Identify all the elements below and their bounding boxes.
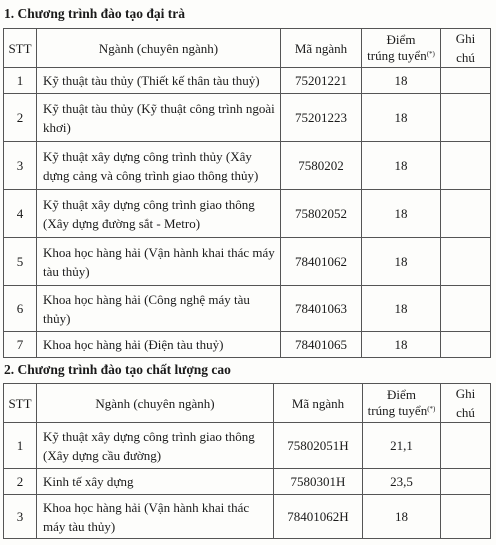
header-score (362, 29, 441, 68)
header-code: Mã ngành (281, 29, 362, 68)
cell-code: 78401065 (281, 332, 362, 358)
cell-note (441, 142, 491, 190)
cell-score: 18 (362, 94, 441, 142)
header-score-line1: Điểm (387, 387, 416, 402)
table-row (4, 469, 491, 495)
cell-code: 75802051H (274, 423, 363, 469)
header-score-line1: Điểm (386, 32, 416, 47)
cell-stt: 2 (4, 469, 37, 495)
cell-note (441, 495, 491, 539)
table-row (4, 423, 491, 469)
cell-code: 78401062 (281, 238, 362, 286)
cell-score: 18 (362, 286, 441, 332)
cell-major: Kỹ thuật tàu thủy (Thiết kế thân tàu thuỷ) (37, 68, 281, 94)
cell-major: Kinh tế xây dựng (37, 469, 274, 495)
cell-note (441, 469, 491, 495)
cell-score: 21,1 (363, 423, 441, 469)
cell-stt: 7 (4, 332, 37, 358)
cell-stt: 3 (4, 495, 37, 539)
cell-score: 18 (362, 190, 441, 238)
table-section-2 (3, 383, 491, 539)
cell-code: 78401062H (274, 495, 363, 539)
cell-stt: 5 (4, 238, 37, 286)
cell-note (441, 423, 491, 469)
cell-code: 7580202 (281, 142, 362, 190)
header-stt: STT (4, 384, 37, 423)
section-2-title: 2. Chương trình đào tạo chất lượng cao (4, 362, 231, 377)
table-section-1 (3, 28, 491, 358)
cell-major: Kỹ thuật tàu thủy (Kỹ thuật công trình ngoài khơi) (37, 94, 281, 142)
header-major: Ngành (chuyên ngành) (37, 29, 281, 68)
cell-code: 75802052 (281, 190, 362, 238)
cell-stt: 6 (4, 286, 37, 332)
cell-major: Khoa học hàng hải (Điện tàu thuỷ) (37, 332, 281, 358)
header-note: Ghi chú (441, 29, 491, 68)
cell-code: 75201223 (281, 94, 362, 142)
header-code: Mã ngành (274, 384, 363, 423)
cell-note (441, 190, 491, 238)
cell-code: 78401063 (281, 286, 362, 332)
cell-score: 18 (362, 238, 441, 286)
header-stt: STT (4, 29, 37, 68)
cell-note (441, 68, 491, 94)
table-row (4, 190, 491, 238)
section-1-title: 1. Chương trình đào tạo đại trà (4, 6, 185, 21)
cell-code: 7580301H (274, 469, 363, 495)
cell-stt: 2 (4, 94, 37, 142)
header-score (363, 384, 441, 423)
header-score-mark: (*) (427, 405, 436, 413)
cell-note (441, 332, 491, 358)
table-row (4, 286, 491, 332)
cell-stt: 1 (4, 68, 37, 94)
cell-stt: 3 (4, 142, 37, 190)
table-header-row (4, 384, 491, 423)
cell-major: Kỹ thuật xây dựng công trình thủy (Xây dựng cảng và công trình giao thông thủy) (37, 142, 281, 190)
header-score-mark: (*) (426, 50, 435, 58)
table-row (4, 142, 491, 190)
cell-score: 18 (362, 332, 441, 358)
cell-stt: 4 (4, 190, 37, 238)
cell-major: Khoa học hàng hải (Vận hành khai thác máy tàu thủy) (37, 495, 274, 539)
header-score-line2: trúng tuyển (367, 48, 427, 63)
cell-score: 18 (362, 68, 441, 94)
table-row (4, 495, 491, 539)
header-major: Ngành (chuyên ngành) (37, 384, 274, 423)
cell-code: 75201221 (281, 68, 362, 94)
cell-stt: 1 (4, 423, 37, 469)
header-note: Ghi chú (441, 384, 491, 423)
table-row (4, 332, 491, 358)
cell-major: Kỹ thuật xây dựng công trình giao thông (Xây dựng cầu đường) (37, 423, 274, 469)
cell-score: 18 (362, 142, 441, 190)
header-score-line2: trúng tuyển (367, 403, 428, 418)
cell-note (441, 286, 491, 332)
table-row (4, 238, 491, 286)
cell-major: Khoa học hàng hải (Công nghệ máy tàu thủy) (37, 286, 281, 332)
cell-major: Kỹ thuật xây dựng công trình giao thông (Xây dựng đường sắt - Metro) (37, 190, 281, 238)
cell-note (441, 94, 491, 142)
cell-note (441, 238, 491, 286)
cell-score: 23,5 (363, 469, 441, 495)
table-row (4, 68, 491, 94)
table-header-row (4, 29, 491, 68)
table-row (4, 94, 491, 142)
cell-major: Khoa học hàng hải (Vận hành khai thác máy tàu thủy) (37, 238, 281, 286)
cell-score: 18 (363, 495, 441, 539)
